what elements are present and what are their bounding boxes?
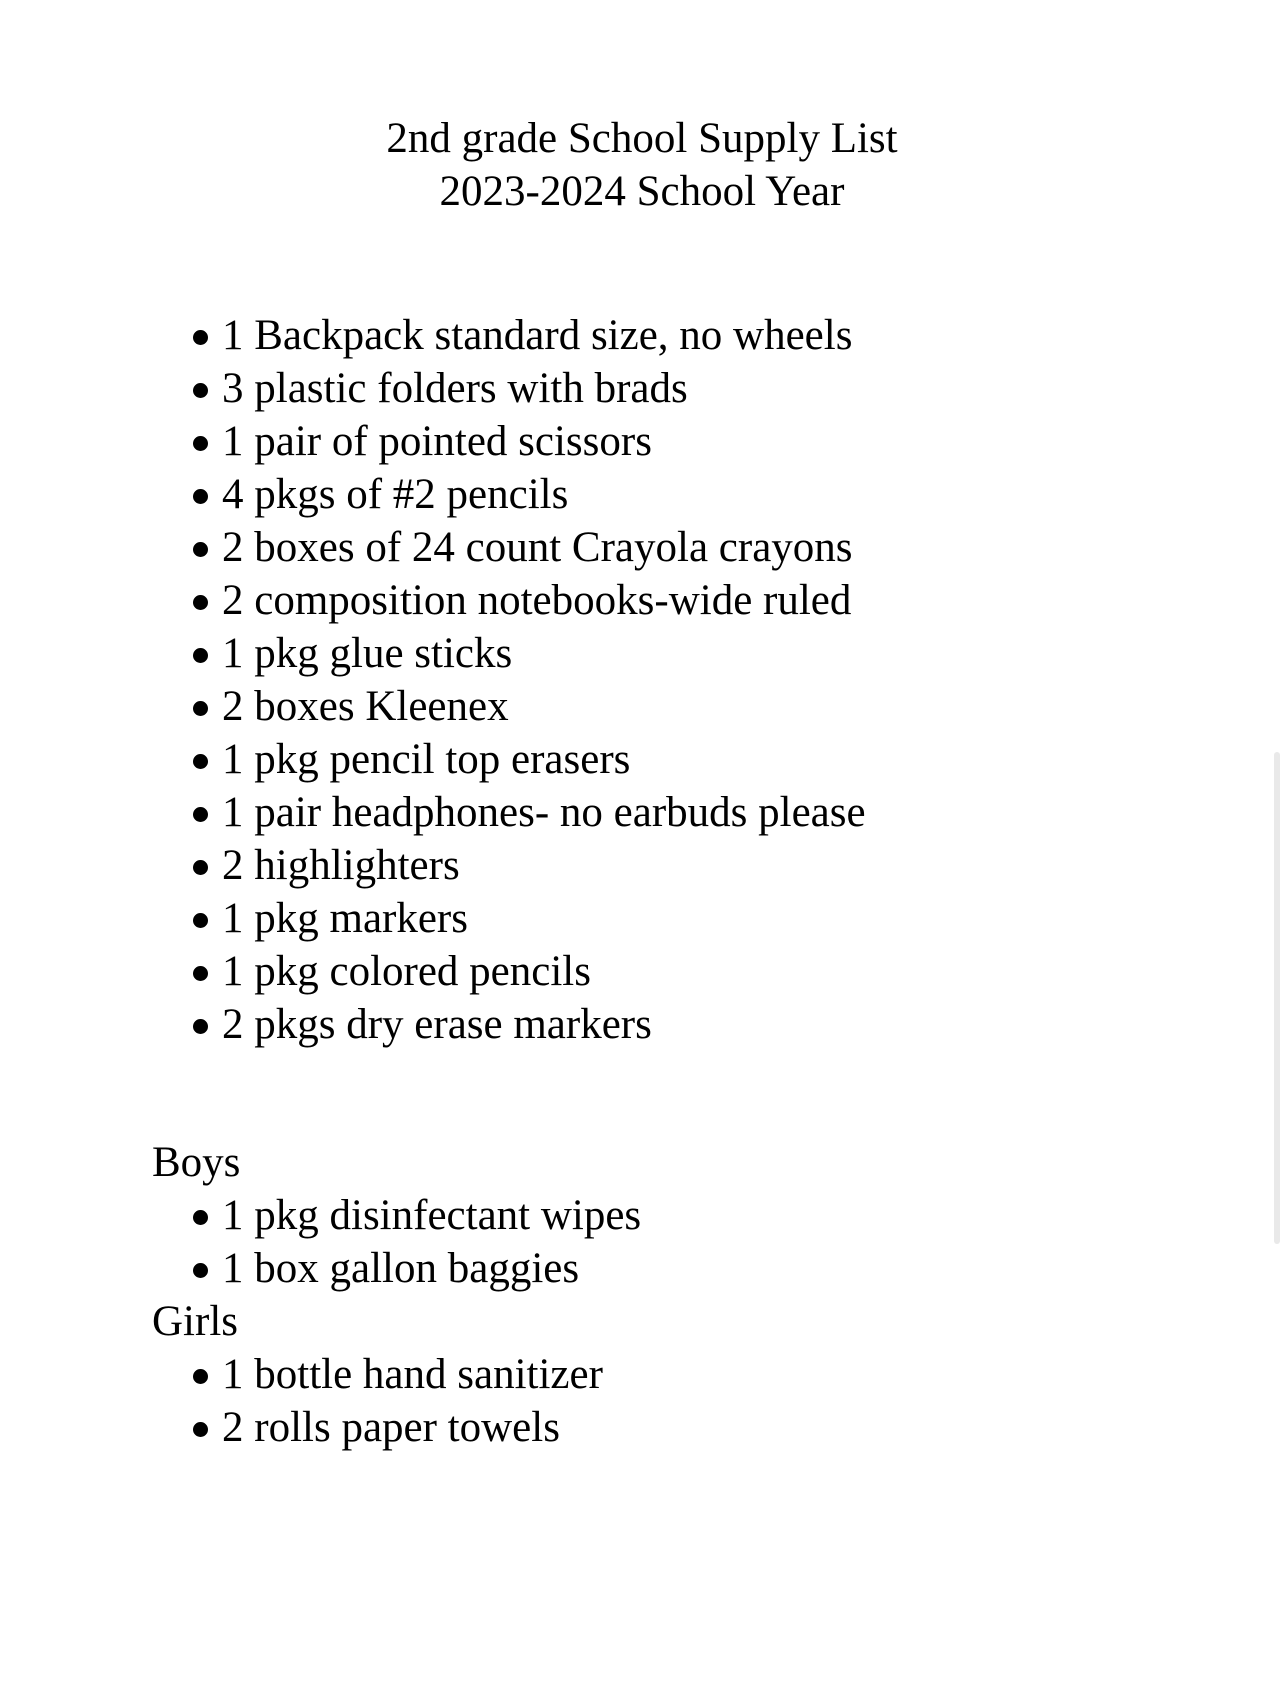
list-item-text: 2 pkgs dry erase markers: [222, 1001, 652, 1048]
bullet-icon: [193, 330, 208, 345]
list-item: [0, 574, 866, 627]
list-item: [0, 839, 866, 892]
list-item: [0, 1242, 641, 1295]
bullet-icon: [193, 754, 208, 769]
list-item: [0, 786, 866, 839]
boys-heading: Boys: [152, 1139, 241, 1186]
bullet-icon: [193, 860, 208, 875]
girls-heading: Girls: [152, 1298, 238, 1345]
boys-list: [0, 1189, 641, 1295]
girls-list: [0, 1348, 603, 1454]
list-item: [0, 892, 866, 945]
list-item-text: 1 box gallon baggies: [222, 1245, 580, 1292]
bullet-icon: [193, 913, 208, 928]
bullet-icon: [193, 542, 208, 557]
bullet-icon: [193, 1422, 208, 1437]
list-item-text: 3 plastic folders with brads: [222, 365, 688, 412]
list-item-text: 1 pkg glue sticks: [222, 630, 513, 677]
list-item-text: 1 pkg pencil top erasers: [222, 736, 631, 783]
list-item: [0, 1189, 641, 1242]
list-item-text: 1 bottle hand sanitizer: [222, 1351, 603, 1398]
list-item-text: 1 pair headphones- no earbuds please: [222, 789, 866, 836]
list-item-text: 2 composition notebooks-wide ruled: [222, 577, 852, 624]
list-item: [0, 468, 866, 521]
list-item: [0, 627, 866, 680]
list-item-text: 2 rolls paper towels: [222, 1404, 560, 1451]
list-item-text: 1 pkg markers: [222, 895, 468, 942]
list-item-text: 1 pkg disinfectant wipes: [222, 1192, 642, 1239]
list-item: [0, 1348, 603, 1401]
bullet-icon: [193, 1210, 208, 1225]
bullet-icon: [193, 1369, 208, 1384]
list-item-text: 2 boxes Kleenex: [222, 683, 509, 730]
list-item-text: 4 pkgs of #2 pencils: [222, 471, 569, 518]
bullet-icon: [193, 595, 208, 610]
list-item: [0, 998, 866, 1051]
list-item-text: 1 pkg colored pencils: [222, 948, 591, 995]
list-item: [0, 945, 866, 998]
list-item: [0, 1401, 603, 1454]
list-item: [0, 680, 866, 733]
scrollbar-thumb[interactable]: [1274, 752, 1280, 1244]
list-item-text: 2 highlighters: [222, 842, 460, 889]
supply-list: [0, 309, 866, 1051]
bullet-icon: [193, 966, 208, 981]
bullet-icon: [193, 383, 208, 398]
list-item-text: 1 Backpack standard size, no wheels: [222, 312, 853, 359]
bullet-icon: [193, 648, 208, 663]
bullet-icon: [193, 1263, 208, 1278]
list-item: [0, 521, 866, 574]
bullet-icon: [193, 701, 208, 716]
list-item: [0, 362, 866, 415]
title-block: [0, 112, 1284, 218]
page-title: 2nd grade School Supply List: [386, 115, 898, 162]
list-item-text: 1 pair of pointed scissors: [222, 418, 652, 465]
list-item: [0, 309, 866, 362]
bullet-icon: [193, 807, 208, 822]
bullet-icon: [193, 436, 208, 451]
page-subtitle: 2023-2024 School Year: [439, 168, 845, 215]
list-item: [0, 733, 866, 786]
list-item-text: 2 boxes of 24 count Crayola crayons: [222, 524, 853, 571]
list-item: [0, 415, 866, 468]
bullet-icon: [193, 1019, 208, 1034]
bullet-icon: [193, 489, 208, 504]
